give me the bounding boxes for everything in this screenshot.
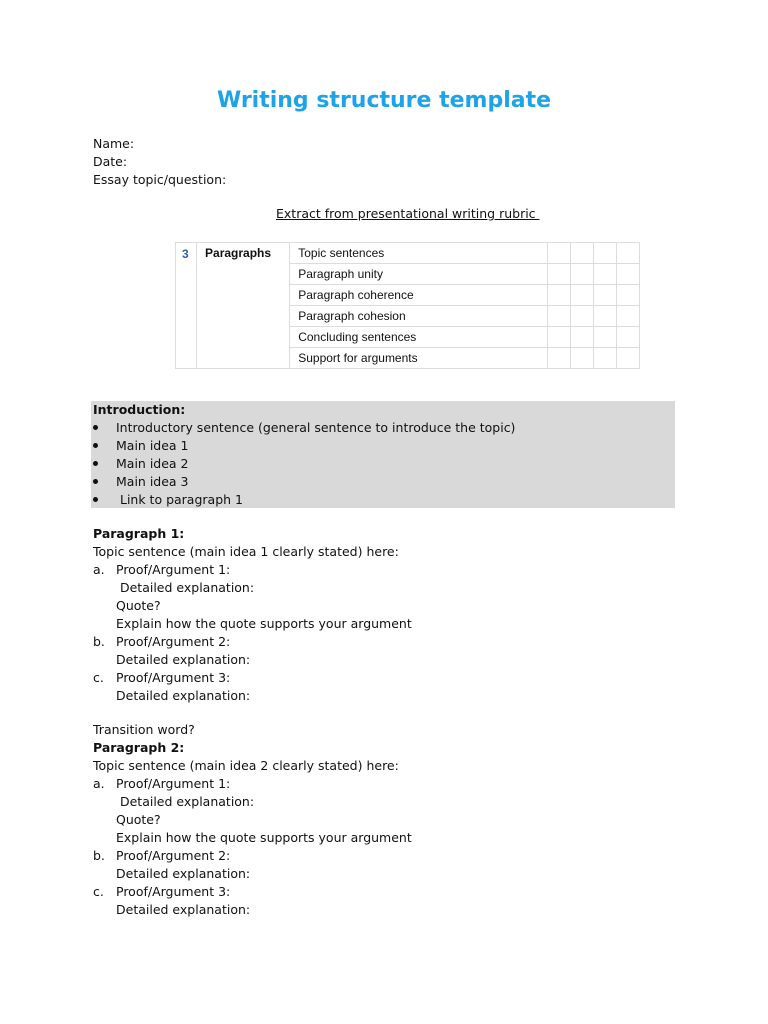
proof-label: Proof/Argument 2: — [116, 634, 231, 649]
rubric-score-cell — [570, 243, 593, 264]
rubric-category: Paragraphs — [197, 243, 290, 369]
sub-prompt: Explain how the quote supports your argument — [116, 616, 412, 631]
rubric-score-cell — [547, 327, 570, 348]
rubric-criterion: Topic sentences — [290, 243, 548, 264]
sub-prompt: Quote? — [116, 598, 161, 613]
list-item: Link to paragraph 1 — [93, 491, 675, 509]
rubric-row — [176, 243, 640, 264]
proof-label: Proof/Argument 3: — [116, 670, 231, 685]
rubric-score-cell — [547, 243, 570, 264]
rubric-score-cell — [616, 348, 639, 369]
proof-label: Proof/Argument 3: — [116, 884, 231, 899]
introduction-list — [93, 419, 675, 509]
rubric-score-cell — [593, 348, 616, 369]
date-label: Date: — [93, 154, 128, 169]
sub-prompt: Detailed explanation: — [116, 580, 255, 595]
sub-prompt: Detailed explanation: — [116, 866, 251, 881]
rubric-score-cell — [593, 285, 616, 306]
name-label: Name: — [93, 136, 135, 151]
rubric-criterion: Paragraph cohesion — [290, 306, 548, 327]
rubric-score-cell — [570, 348, 593, 369]
list-item — [93, 883, 693, 901]
sub-prompt: Explain how the quote supports your argument — [116, 830, 412, 845]
rubric-score-cell — [616, 327, 639, 348]
list-marker: c. — [93, 884, 104, 899]
rubric-score-cell — [547, 285, 570, 306]
introduction-section — [91, 401, 675, 508]
rubric-score-cell — [593, 306, 616, 327]
sub-prompt: Quote? — [116, 812, 161, 827]
rubric-score-cell — [616, 243, 639, 264]
sub-prompt: Detailed explanation: — [116, 902, 251, 917]
proof-label: Proof/Argument 2: — [116, 848, 231, 863]
page-title: Writing structure template — [216, 88, 552, 113]
rubric-score-cell — [593, 327, 616, 348]
list-item — [93, 847, 693, 865]
list-item — [93, 775, 693, 793]
rubric-score-cell — [616, 264, 639, 285]
list-item: Main idea 2 — [93, 455, 675, 473]
rubric-score-cell — [547, 348, 570, 369]
paragraph-2-heading: Paragraph 2: — [93, 740, 185, 755]
rubric-score-cell — [570, 264, 593, 285]
rubric-number: 3 — [176, 243, 197, 369]
list-item: Introductory sentence (general sentence to introduce the topic) — [93, 419, 675, 437]
essay-topic-label: Essay topic/question: — [93, 172, 227, 187]
list-marker: a. — [93, 562, 105, 577]
topic-sentence-prompt: Topic sentence (main idea 1 clearly stated) here: — [93, 544, 399, 559]
rubric-score-cell — [570, 285, 593, 306]
rubric-criterion: Concluding sentences — [290, 327, 548, 348]
list-marker: b. — [93, 634, 105, 649]
rubric-score-cell — [616, 306, 639, 327]
rubric-score-cell — [547, 264, 570, 285]
rubric-score-cell — [570, 306, 593, 327]
rubric-score-cell — [593, 264, 616, 285]
sub-prompt: Detailed explanation: — [116, 794, 255, 809]
rubric-criterion: Support for arguments — [290, 348, 548, 369]
list-item: Main idea 3 — [93, 473, 675, 491]
list-marker: a. — [93, 776, 105, 791]
list-marker: c. — [93, 670, 104, 685]
list-item — [93, 561, 693, 579]
rubric-score-cell — [570, 327, 593, 348]
sub-prompt: Detailed explanation: — [116, 652, 251, 667]
rubric-score-cell — [616, 285, 639, 306]
paragraph-1-section — [93, 525, 693, 705]
rubric-score-cell — [547, 306, 570, 327]
list-item — [93, 669, 693, 687]
proof-label: Proof/Argument 1: — [116, 776, 231, 791]
list-item: Main idea 1 — [93, 437, 675, 455]
paragraph-1-heading: Paragraph 1: — [93, 526, 185, 541]
list-marker: b. — [93, 848, 105, 863]
introduction-heading: Introduction: — [93, 402, 186, 417]
rubric-score-cell — [593, 243, 616, 264]
proof-label: Proof/Argument 1: — [116, 562, 231, 577]
rubric-caption: Extract from presentational writing rubric — [276, 206, 540, 221]
transition-and-paragraph-2 — [93, 721, 693, 919]
list-item — [93, 633, 693, 651]
rubric-criterion: Paragraph unity — [290, 264, 548, 285]
topic-sentence-prompt: Topic sentence (main idea 2 clearly stated) here: — [93, 758, 399, 773]
transition-prompt: Transition word? — [93, 722, 195, 737]
rubric-criterion: Paragraph coherence — [290, 285, 548, 306]
rubric-table — [175, 242, 640, 369]
sub-prompt: Detailed explanation: — [116, 688, 251, 703]
student-info — [93, 135, 226, 189]
